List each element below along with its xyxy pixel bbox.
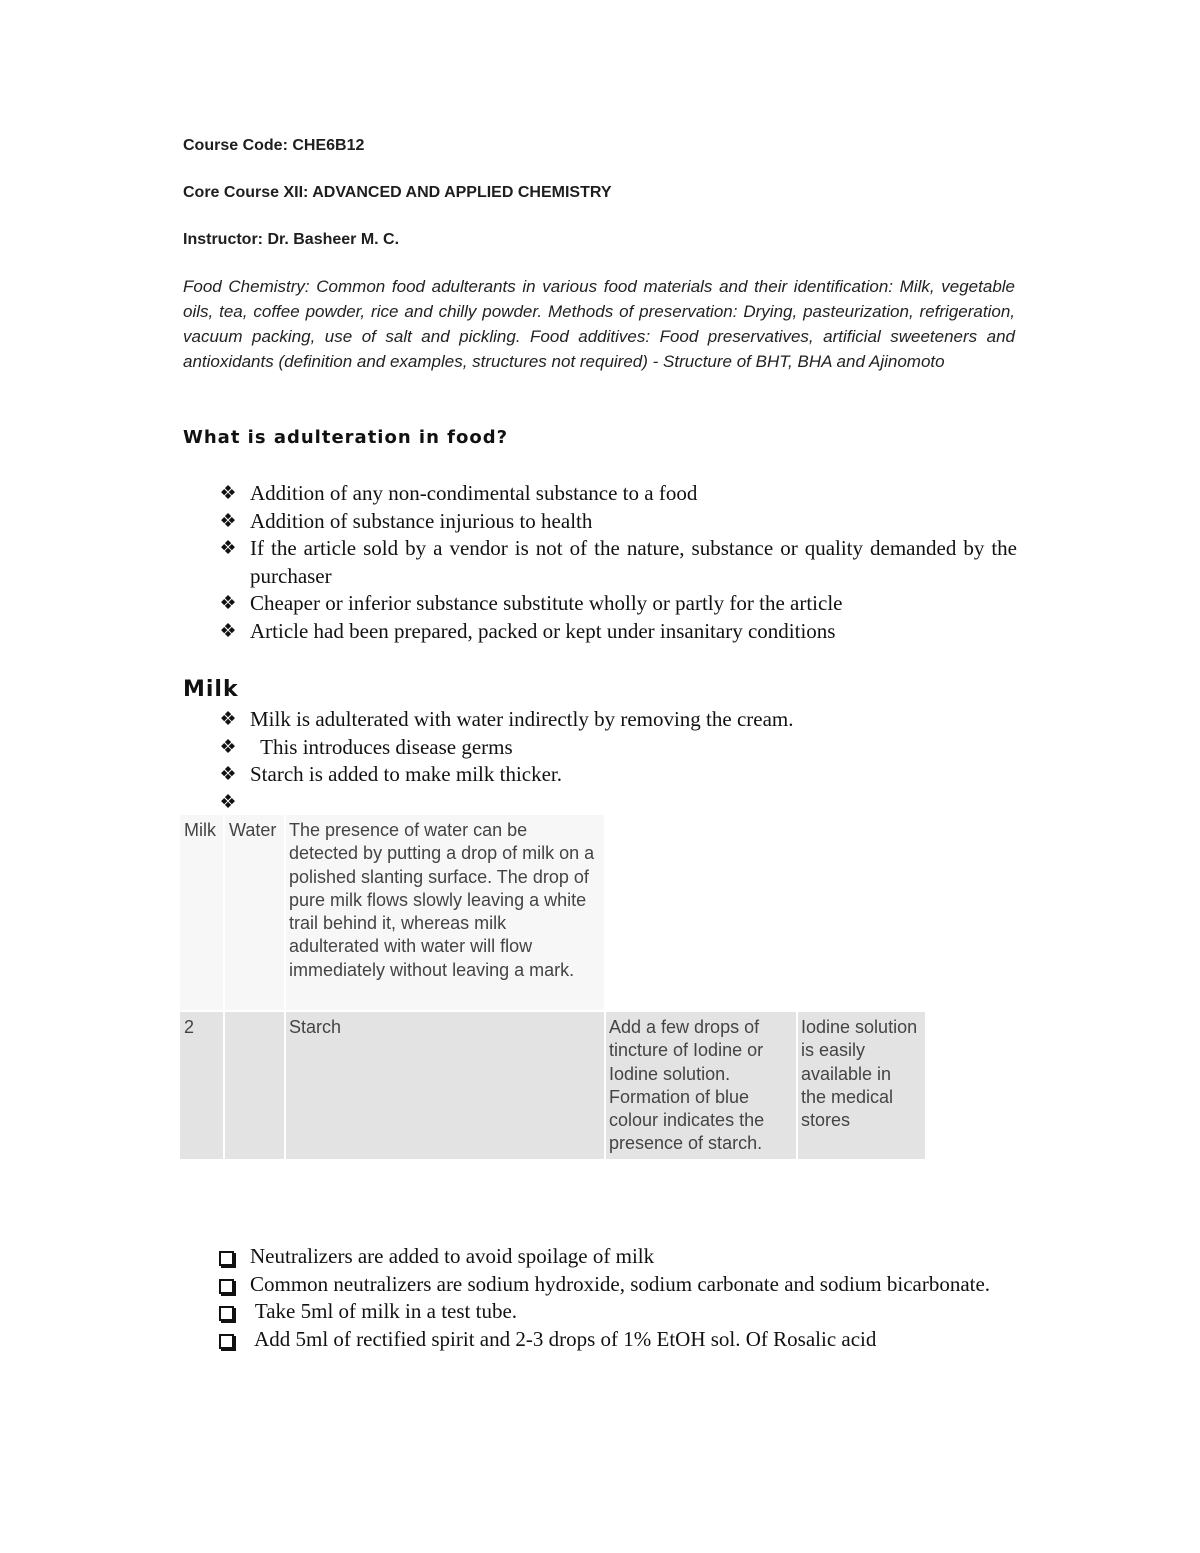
diamond-bullet-icon: ❖: [219, 620, 237, 642]
list-item: Common neutralizers are sodium hydroxide, sodium carbonate and sodium bicarbonate.: [217, 1271, 1017, 1299]
list-item: ❖ Addition of any non-condimental substance to a food: [217, 480, 1017, 508]
neutralizer-list: [217, 1243, 1017, 1353]
table-cell: [225, 1012, 284, 1159]
instructor: Instructor: Dr. Basheer M. C.: [183, 231, 400, 248]
adulteration-heading: What is adulteration in food?: [183, 427, 509, 448]
table-cell: Starch: [286, 1012, 604, 1159]
list-item: ❖ Starch is added to make milk thicker.: [217, 761, 1017, 789]
diamond-bullet-icon: ❖: [219, 736, 237, 758]
course-code: Course Code: CHE6B12: [183, 137, 365, 154]
diamond-bullet-icon: ❖: [219, 764, 237, 785]
table-cell: Water: [225, 815, 284, 1010]
table-cell: The presence of water can be detected by putting a drop of milk on a polished slanting surface. The drop of pure milk flows slowly leaving a white trail behind it, whereas milk adulterated with water will flow immediately without leaving a mark.: [286, 815, 604, 1010]
list-item: Neutralizers are added to avoid spoilage of milk: [217, 1243, 1017, 1271]
diamond-bullet-icon: ❖: [219, 593, 237, 614]
checkbox-square-icon: [219, 1251, 234, 1266]
diamond-bullet-icon: ❖: [219, 510, 237, 532]
syllabus-intro: Food Chemistry: Common food adulterants in various food materials and their identification: Milk, vegetable oils, tea, coffee powder, rice and chilly powder. Methods of preservation: Drying, pasteurization, refrigeration, vacuum packing, use of salt and pickling. Food additives: Food preservatives, artificial sweeteners and antioxidants (definition and examples, structures not required) - Structure of BHT, BHA and Ajinomoto: [183, 277, 1015, 371]
list-item: ❖ Addition of substance injurious to health: [217, 508, 1017, 536]
table-cell: Add a few drops of tincture of Iodine or Iodine solution. Formation of blue colour indicates the presence of starch.: [606, 1012, 796, 1159]
milk-list: [217, 706, 1017, 816]
list-item: ❖ Milk is adulterated with water indirectly by removing the cream.: [217, 706, 1017, 734]
diamond-bullet-icon: ❖: [219, 538, 237, 559]
diamond-bullet-icon: ❖: [219, 483, 237, 504]
list-item: ❖ If the article sold by a vendor is not of the nature, substance or quality demanded by the purchaser: [217, 535, 1017, 590]
checkbox-square-icon: [219, 1334, 234, 1349]
adulteration-list: [217, 480, 1017, 645]
checkbox-square-icon: [219, 1279, 234, 1294]
diamond-bullet-icon: ❖: [219, 709, 237, 730]
table-cell: Milk: [180, 815, 223, 1010]
list-item: ❖ Cheaper or inferior substance substitute wholly or partly for the article: [217, 590, 1017, 618]
checkbox-square-icon: [219, 1306, 234, 1321]
list-item: Add 5ml of rectified spirit and 2-3 drops of 1% EtOH sol. Of Rosalic acid: [217, 1326, 1017, 1354]
list-item: ❖ Article had been prepared, packed or kept under insanitary conditions: [217, 618, 1017, 646]
course-title: Core Course XII: ADVANCED AND APPLIED CHEMISTRY: [183, 184, 612, 201]
table-cell: 2: [180, 1012, 223, 1159]
table-cell: Iodine solution is easily available in the medical stores: [798, 1012, 925, 1159]
milk-heading: Milk: [183, 677, 239, 702]
list-item: [217, 789, 1017, 817]
diamond-bullet-icon: ❖: [219, 791, 237, 813]
list-item: Take 5ml of milk in a test tube.: [217, 1298, 1017, 1326]
list-item: ❖ This introduces disease germs: [217, 734, 1017, 762]
